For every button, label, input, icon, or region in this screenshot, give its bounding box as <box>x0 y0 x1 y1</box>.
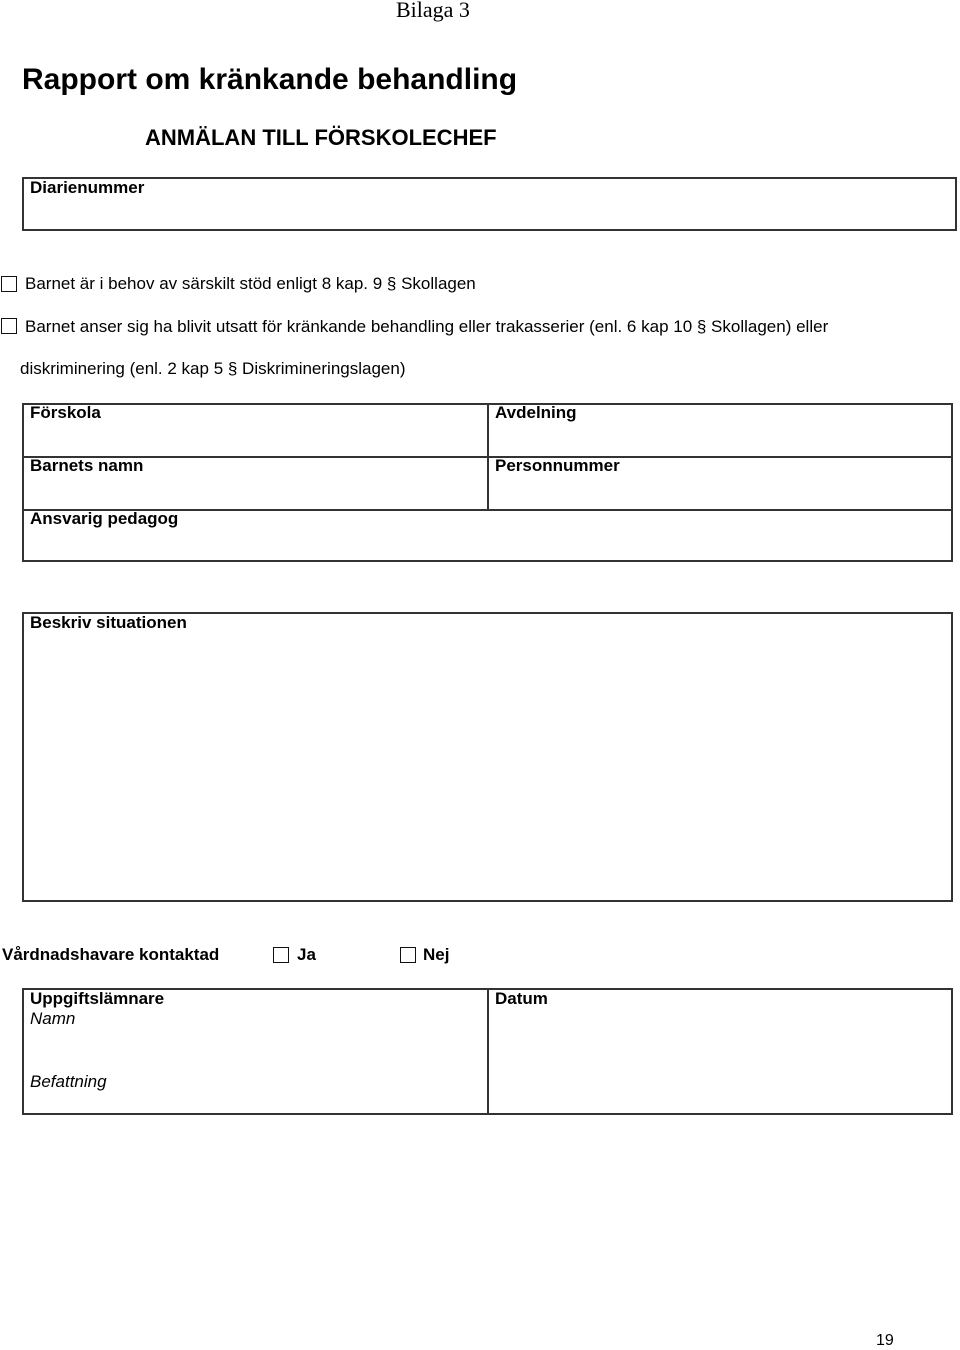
page-title: Rapport om kränkande behandling <box>22 63 518 96</box>
appendix-label: Bilaga 3 <box>396 0 470 22</box>
page-subtitle: ANMÄLAN TILL FÖRSKOLECHEF <box>145 125 497 150</box>
page-number: 19 <box>876 1332 894 1349</box>
guardian-yes-label: Ja <box>297 945 316 964</box>
personal-number-field <box>487 456 953 511</box>
informant-position-label: Befattning <box>30 1072 107 1091</box>
special-support-label: Barnet är i behov av särskilt stöd enligt 8 kap. 9 § Skollagen <box>25 274 476 293</box>
informant-label: Uppgiftslämnare <box>30 989 165 1008</box>
diary-number-label: Diarienummer <box>30 178 145 197</box>
situation-description-field <box>22 612 953 902</box>
offense-label-line2: diskriminering (enl. 2 kap 5 § Diskrimineringslagen) <box>20 359 406 378</box>
preschool-label: Förskola <box>30 403 101 422</box>
informant-field <box>22 988 489 1115</box>
date-field <box>487 988 953 1115</box>
child-name-field <box>22 456 489 511</box>
responsible-teacher-label: Ansvarig pedagog <box>30 509 179 528</box>
responsible-teacher-field <box>22 509 953 562</box>
special-support-checkbox <box>1 276 17 292</box>
informant-name-label: Namn <box>30 1009 76 1028</box>
child-name-label: Barnets namn <box>30 456 144 475</box>
guardian-yes-checkbox <box>273 947 289 963</box>
guardian-no-label: Nej <box>423 945 450 964</box>
offense-label-line1: Barnet anser sig ha blivit utsatt för kränkande behandling eller trakasserier (enl. 6 kap 10 § Skollagen) eller <box>25 317 829 336</box>
personal-number-label: Personnummer <box>495 456 620 475</box>
diary-number-field <box>22 177 957 231</box>
guardian-no-checkbox <box>400 947 416 963</box>
preschool-field <box>22 403 489 458</box>
department-label: Avdelning <box>495 403 577 422</box>
situation-description-label: Beskriv situationen <box>30 613 187 632</box>
offense-checkbox <box>1 318 17 334</box>
guardian-contacted-label: Vårdnadshavare kontaktad <box>2 945 220 964</box>
date-label: Datum <box>495 989 548 1008</box>
department-field <box>487 403 953 458</box>
